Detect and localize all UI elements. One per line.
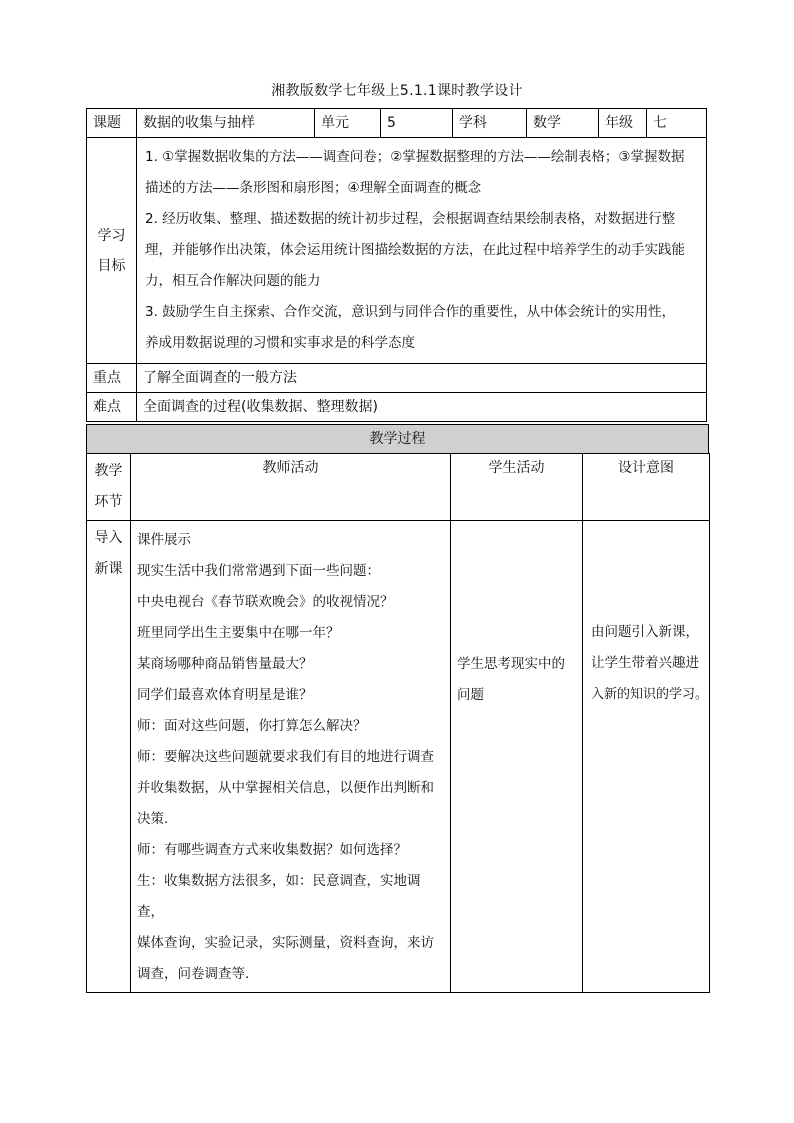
teacher-line: 师：面对这些问题，你打算怎么解决？ [137,718,367,734]
objective-line: 1. ①掌握数据收集的方法——调查问卷；②掌握数据整理的方法——绘制表格；③掌握数据 [145,149,685,165]
teacher-line: 课件展示 [137,532,191,548]
teacher-line: 调查，问卷调查等. [137,966,250,982]
teacher-line: 师：要解决这些问题就要求我们有目的地进行调查 [137,749,434,765]
subject-label: 学科 [453,109,527,138]
student-line: 问题 [457,687,484,703]
student-activity-cell [451,521,583,993]
objectives-content [137,138,707,364]
key-point-label: 重点 [87,364,137,393]
process-row-intro [87,521,710,993]
col-teacher-header: 教师活动 [131,454,451,521]
objective-line: 养成用数据说理的习惯和实事求是的科学态度 [145,335,415,351]
lesson-info-table [86,108,707,422]
stage-cell [87,521,131,993]
unit-label: 单元 [315,109,381,138]
stage-line-2: 新课 [94,561,123,577]
teacher-activity-cell [131,521,451,993]
teaching-process-table [86,453,710,993]
teacher-line: 同学们最喜欢体育明星是谁？ [137,687,313,703]
objectives-label [87,138,137,364]
col-stage-line-2: 环节 [94,494,123,510]
process-section-header: 教学过程 [86,424,709,454]
unit-value: 5 [381,109,453,138]
objective-line: 力，相互合作解决问题的能力 [145,273,321,289]
key-point-row [87,364,707,393]
difficulty-row [87,393,707,422]
stage-line-1: 导入 [94,530,123,546]
teacher-line: 并收集数据，从中掌握相关信息，以便作出判断和 [137,780,434,796]
teacher-line: 决策. [137,811,169,827]
grade-value: 七 [647,109,707,138]
intent-line: 入新的知识的学习。 [591,687,709,702]
objectives-row [87,138,707,364]
teacher-line: 媒体查询，实验记录，实际测量，资料查询，来访 [137,935,434,951]
objective-line: 描述的方法——条形图和扇形图；④理解全面调查的概念 [145,180,482,196]
intent-line: 让学生带着兴趣进 [591,655,699,671]
grade-label: 年级 [599,109,647,138]
process-header-row [87,454,710,521]
objective-line: 3. 鼓励学生自主探索、合作交流，意识到与同伴合作的重要性，从中体会统计的实用性， [145,304,676,320]
teacher-line: 现实生活中我们常常遇到下面一些问题： [137,563,380,579]
design-intent-cell [583,521,710,993]
teacher-line: 生：收集数据方法很多，如：民意调查，实地调查， [137,873,421,920]
key-point-value: 了解全面调查的一般方法 [137,364,707,393]
teacher-line: 师：有哪些调查方式来收集数据？如何选择？ [137,842,407,858]
topic-row [87,109,707,138]
student-line: 学生思考现实中的 [457,656,565,672]
objectives-label-line-2: 目标 [97,257,126,274]
teacher-line: 班里同学出生主要集中在哪一年？ [137,625,340,641]
objective-line: 2. 经历收集、整理、描述数据的统计初步过程，会根据调查结果绘制表格，对数据进行整 [145,211,676,227]
objectives-label-line-1: 学习 [97,227,126,244]
topic-value: 数据的收集与抽样 [137,109,315,138]
topic-label: 课题 [87,109,137,138]
col-intent-header: 设计意图 [583,454,710,521]
col-stage-line-1: 教学 [94,463,123,479]
subject-value: 数学 [527,109,599,138]
document-title: 湘教版数学七年级上5.1.1课时教学设计 [271,83,523,99]
col-student-header: 学生活动 [451,454,583,521]
teacher-line: 某商场哪种商品销售量最大？ [137,656,313,672]
teacher-line: 中央电视台《春节联欢晚会》的收视情况？ [137,594,394,610]
col-stage-header [87,454,131,521]
difficulty-value: 全面调查的过程(收集数据、整理数据) [137,393,707,422]
difficulty-label: 难点 [87,393,137,422]
intent-line: 由问题引入新课， [591,624,699,640]
objective-line: 理，并能够作出决策，体会运用统计图描绘数据的方法，在此过程中培养学生的动手实践能 [145,242,685,258]
